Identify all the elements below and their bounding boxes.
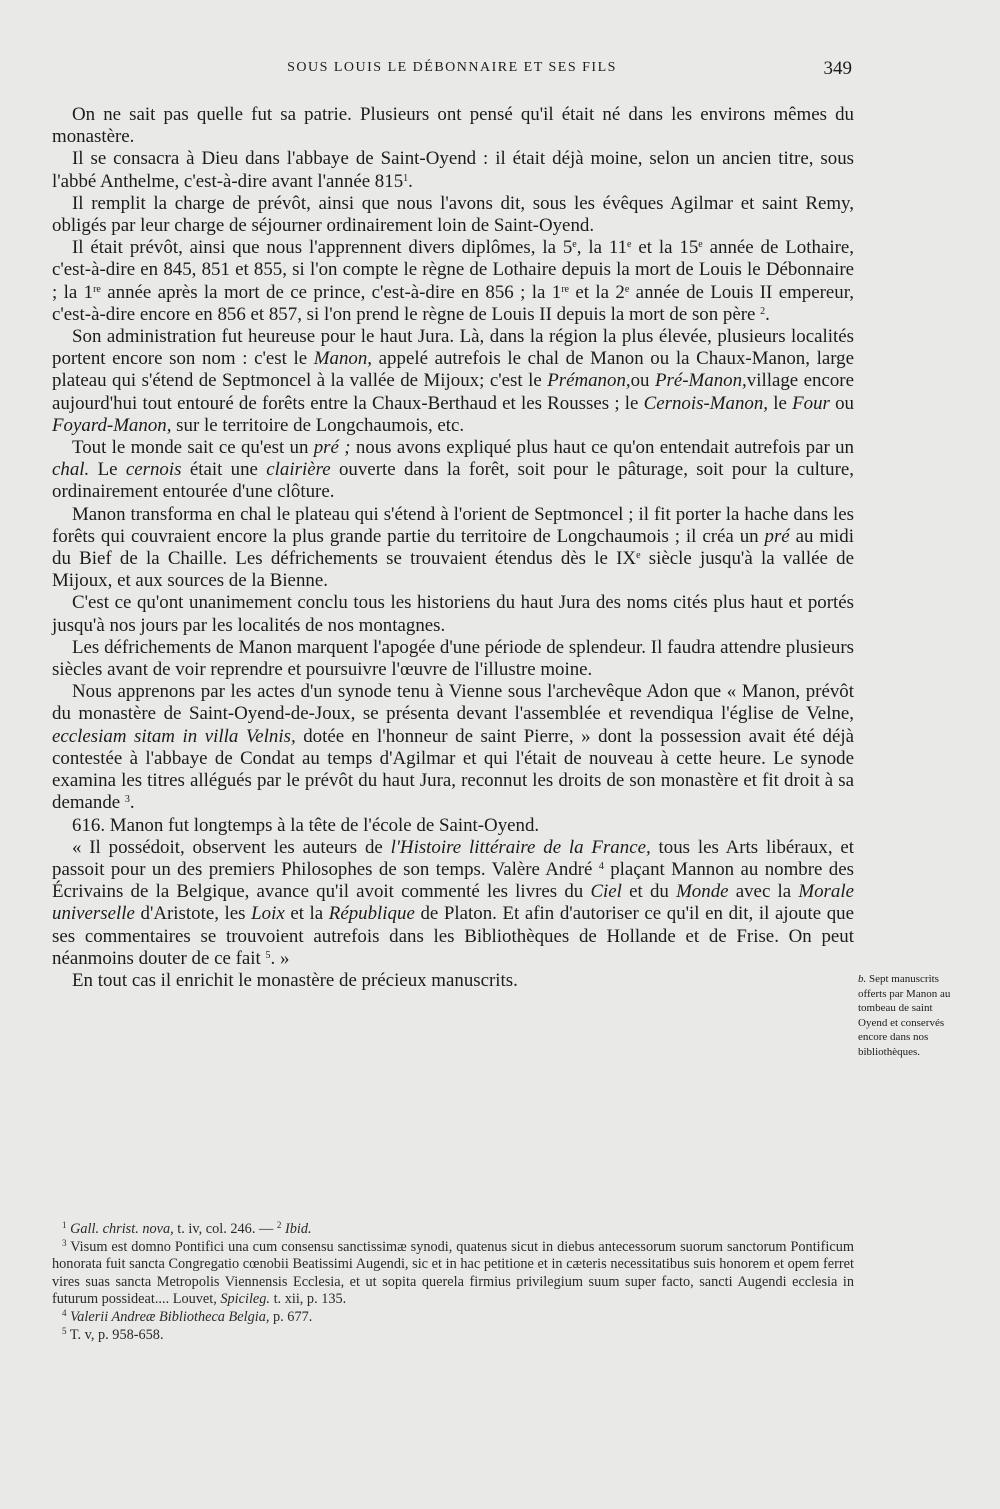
text-run: ou: [829, 392, 854, 414]
note-ref: 1: [403, 172, 409, 184]
note-ref: e: [698, 239, 703, 251]
italic-text: Prémanon,: [547, 370, 631, 392]
text-run: et la: [284, 903, 329, 925]
italic-text: ecclesiam sitam in villa Velnis,: [52, 725, 296, 747]
note-ref: 3: [62, 1237, 67, 1248]
text-run: T. v, p. 958-658.: [66, 1326, 164, 1343]
main-text: [52, 104, 854, 992]
paragraph-p11: [52, 815, 854, 837]
text-run: On ne sait pas quelle fut sa patrie. Plusieurs ont pensé qu'il était né dans les environs mêmes du monastère.: [52, 104, 854, 148]
italic-text: Foyard-Manon,: [52, 414, 172, 436]
paragraph-p12: [52, 837, 854, 970]
italic-text: pré: [764, 525, 790, 547]
text-run: village encore aujourd'hui tout entouré de forêts entre la Chaux-Berthaud et les Rousses ; le: [52, 370, 854, 414]
italic-text: Manon,: [313, 348, 373, 370]
text-run: année de Lothaire, c'est-à-dire en 845, 851 et 855, si l'on compte le règne de Lothaire depuis la mort de Louis le Débonnaire ; la 1: [52, 237, 854, 303]
paragraph-p13: [52, 970, 854, 992]
text-run: Son administration fut heureuse pour le haut Jura. Là, dans la région la plus élevée, plusieurs localités portent encore son nom : c'est le: [52, 326, 854, 370]
note-ref: 4: [598, 860, 604, 872]
paragraph-p4: [52, 237, 854, 326]
text-run: plaçant Mannon au nombre des Écrivains de la Belgique, avance qu'il avoit commenté les livres du: [52, 858, 854, 903]
italic-text: Cernois-Manon,: [643, 392, 768, 414]
text-run: et la 15: [631, 237, 699, 259]
text-run: , la 11: [576, 237, 628, 259]
footnote-fn5: [52, 1327, 854, 1345]
footnote-fn4: [52, 1309, 854, 1327]
note-ref: re: [561, 283, 569, 295]
text-run: Manon transforma en chal le plateau qui s'étend à l'orient de Septmoncel ; il fit porter la hache dans les forêts qui couvraient encore la plus grande partie du territoire de Longchaumois ; il créa un: [52, 503, 854, 547]
paragraph-p8: [52, 592, 854, 636]
text-run: Les défrichements de Manon marquent l'apogée d'une période de splendeur. Il faudra attendre plusieurs siècles avant de voir reprendre et poursuivre l'œuvre de l'illustre moine.: [52, 636, 854, 681]
italic-text: Loix: [251, 903, 285, 925]
text-run: Tout le monde sait ce qu'est un: [72, 437, 314, 459]
text-run: Visum est domno Pontifici una cum consensu sanctissimæ synodi, quatenus sicut in diebus antecessorum suorum sanctorum Pontificum honorata fuit sancta Congregatio cœnobii Beatissimi Augendi, sic et in hac petitione et in cæteris necessitatibus suis honorem et opem ferret vires suas sancta Metropolis Viennensis Ecclesia, et ut sopita querela firmius privilegium suum super facto, sancti Augendi ecclesia in futurum possideat.... Louvet,: [52, 1238, 854, 1308]
page-number: 349: [823, 58, 852, 79]
text-run: année après la mort de ce prince, c'est-à-dire en 856 ; la 1: [100, 281, 562, 303]
italic-text: République: [328, 903, 415, 925]
text-run: avec la: [728, 881, 799, 903]
text-run: année de Louis II empereur, c'est-à-dire encore en 856 et 857, si l'on prend le règne de Louis II depuis la mort de son père: [52, 281, 854, 325]
text-run: siècle jusqu'à la vallée de Mijoux, et aux sources de la Bienne.: [52, 548, 854, 592]
italic-text: Valerii Andreæ Bibliotheca Belgia,: [70, 1308, 270, 1325]
italic-text: Morale universelle: [52, 881, 854, 925]
paragraph-p3: [52, 193, 854, 237]
note-ref: 3: [124, 794, 130, 806]
note-ref: e: [624, 283, 630, 295]
text-run: C'est ce qu'ont unanimement conclu tous les historiens du haut Jura des noms cités plus haut et portés jusqu'à nos jours par les localités de nos montagnes.: [52, 592, 854, 636]
text-run: ou: [630, 370, 655, 392]
text-run: le: [768, 392, 793, 414]
italic-text: Four: [792, 392, 830, 414]
paragraph-p9: [52, 637, 854, 681]
text-run: p. 677.: [269, 1308, 313, 1325]
note-ref: e: [572, 239, 577, 251]
italic-text: clairière: [266, 459, 331, 481]
text-run: nous avons expliqué plus haut ce qu'on entendait autrefois par un: [350, 437, 854, 459]
paragraph-p7: [52, 504, 854, 593]
text-run: En tout cas il enrichit le monastère de précieux manuscrits.: [72, 969, 518, 991]
italic-text: pré ;: [313, 437, 351, 459]
text-run: .: [765, 303, 770, 325]
text-run: Nous apprenons par les actes d'un synode tenu à Vienne sous l'archevêque Adon que « Manon, prévôt du monastère de Saint-Oyend-de-Joux, se présenta devant l'assemblée et revendiqua l'église de Velne,: [52, 681, 854, 725]
italic-text: cernois: [125, 459, 182, 481]
note-ref: e: [636, 550, 641, 562]
note-ref: 2: [760, 305, 766, 317]
text-run: Le: [89, 459, 126, 481]
text-run: dotée en l'honneur de saint Pierre, » dont la possession avait été déjà contestée à l'abbaye de Condat au temps d'Agilmar et qui l'était de nouveau à cette heure. Le synode examina les titres allégués par le prévôt du haut Jura, reconnut les droits de son monastère et fit droit à sa demande: [52, 725, 854, 814]
paragraph-p2: [52, 148, 854, 192]
note-ref: 2: [276, 1220, 282, 1230]
italic-text: Monde: [676, 881, 729, 903]
italic-text: Ciel: [590, 881, 622, 903]
italic-text: Ibid.: [284, 1221, 312, 1237]
italic-text: Spicileg.: [220, 1291, 270, 1308]
text-run: « Il possédoit, observent les auteurs de: [72, 836, 391, 858]
text-run: appelé autrefois le chal de Manon ou la Chaux-Manon, large plateau qui s'étend de Septmoncel à la vallée de Mijoux; c'est le: [52, 348, 854, 392]
text-run: ouverte dans la forêt, soit pour le pâturage, soit pour la culture, ordinairement entourée d'une clôture.: [52, 459, 854, 503]
margin-note: [858, 972, 954, 1059]
text-run: Il remplit la charge de prévôt, ainsi que nous l'avons dit, sous les évêques Agilmar et saint Remy, obligés par leur charge de séjourner ordinairement loin de Saint-Oyend.: [52, 192, 854, 237]
italic-text: Gall. christ. nova,: [70, 1221, 174, 1237]
text-run: d'Aristote, les: [134, 903, 252, 925]
paragraph-p5: [52, 326, 854, 437]
note-ref: 1: [62, 1220, 67, 1230]
italic-text: l'Histoire littéraire de la France,: [390, 836, 651, 858]
note-ref: 5: [265, 949, 271, 961]
footnote-fn3: [52, 1239, 854, 1309]
text-run: t. iv, col. 246. —: [173, 1221, 277, 1237]
text-run: t. xii, p. 135.: [270, 1291, 347, 1308]
text-run: 616. Manon fut longtemps à la tête de l'école de Saint-Oyend.: [72, 814, 540, 836]
text-run: .: [129, 792, 135, 814]
margin-note-letter: b.: [858, 973, 867, 985]
italic-text: chal.: [52, 459, 90, 481]
note-ref: 4: [62, 1307, 67, 1318]
paragraph-p1: [52, 104, 854, 148]
text-run: .: [408, 170, 413, 192]
note-ref: 5: [62, 1325, 67, 1336]
text-run: sur le territoire de Longchaumois, etc.: [171, 414, 465, 436]
text-run: de Platon. Et afin d'autoriser ce qu'il en dit, il ajoute que ses commentaires se trouvoient autrefois dans les Bibliothèques de Hollande et de Frise. On peut néanmoins douter de ce fait: [52, 903, 854, 969]
footnotes: [52, 1221, 854, 1344]
text-run: était une: [181, 459, 267, 481]
paragraph-p10: [52, 681, 854, 814]
note-ref: e: [627, 239, 632, 251]
text-run: au midi du Bief de la Chaille. Les défrichements se trouvaient étendus dès le IX: [52, 525, 854, 570]
text-run: . »: [270, 947, 290, 969]
text-run: et du: [621, 881, 677, 903]
text-run: et la 2: [568, 281, 625, 303]
running-header: SOUS LOUIS LE DÉBONNAIRE ET SES FILS: [287, 60, 617, 75]
footnote-fn1: [52, 1221, 854, 1239]
italic-text: Pré-Manon,: [654, 370, 747, 392]
note-ref: re: [93, 283, 101, 295]
text-run: tous les Arts libéraux, et passoit pour un des premiers Philosophes de son temps. Valère André: [52, 836, 855, 880]
text-run: Il se consacra à Dieu dans l'abbaye de Saint-Oyend : il était déjà moine, selon un ancien titre, sous l'abbé Anthelme, c'est-à-dire avant l'année 815: [52, 148, 854, 192]
paragraph-p6: [52, 437, 854, 504]
text-run: Il était prévôt, ainsi que nous l'apprennent divers diplômes, la 5: [72, 237, 573, 259]
margin-note-text: Sept manuscrits offerts par Manon au tombeau de saint Oyend et conservés encore dans nos bibliothèques.: [858, 973, 951, 1058]
